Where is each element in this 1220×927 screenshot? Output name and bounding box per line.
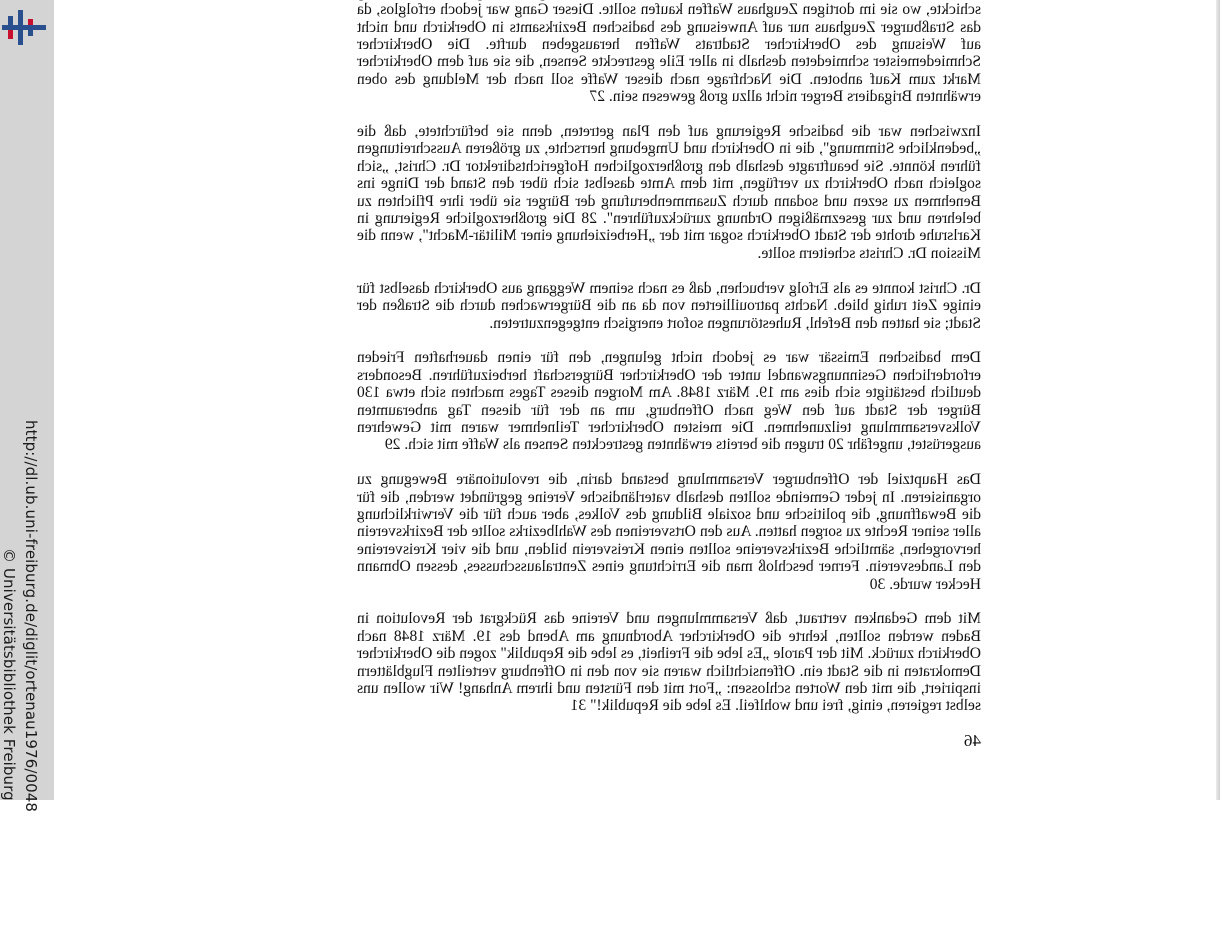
document-url[interactable]: http://dl.ub.uni-freiburg.de/diglit/ortenau1976/0048	[22, 420, 40, 813]
viewer-sidebar	[0, 0, 54, 813]
paragraph-6: Mit dem Gedanken vertraut, daß Versammlungen und Vereine das Rückgrat der Revolution in Baden werden sollten, kehrte die Oberkircher Abordnung am Abend des 19. März 1848 nach Oberkirch zurück. Mit der Parole „Es lebe die Freiheit, es lebe die Republik" zogen die Oberkircher Demokraten in die Stadt ein. Offensichtlich waren sie von den in Offenburg verteilten Flugblättern inspiriert, die mit den Worten schlossen: „Fort mit den Fürsten und ihrem Anhang! Wir wollen uns selbst regieren, einig, frei und wohlfeil. Es lebe die Republik!" 31	[357, 610, 981, 715]
paragraph-2: Inzwischen war die badische Regierung auf den Plan getreten, denn sie befürchtete, daß die „bedenkliche Stimmung", die in Oberkirch und Umgebung herrschte, zu größeren Ausschreitungen führen könnte. Sie beauftragte deshalb den großherzoglichen Hofgerichtsdirektor Dr. Christ, „sich sogleich nach Oberkirch zu verfügen, mit dem Amte daselbst sich über den Stand der Dinge ins Benehmen zu sezen und sodann durch Zusammenberufung der Bürger sie über ihre Pflichten zu belehren und zur gesezmäßigen Ordnung zurückzuführen". 28 Die großherzogliche Regierung in Karlsruhe drohte der Stadt Oberkirch sogar mit der „Herbeiziehung einer Militär-Macht", wenn die Mission Dr. Christs scheitern sollte.	[357, 123, 981, 262]
page-text	[357, 0, 981, 927]
paragraph-4: Dem badischen Emissär war es jedoch nicht gelungen, den für einen dauerhaften Frieden erforderlichen Gesinnungswandel unter der Oberkircher Bürgerschaft herbeizuführen. Besonders deutlich bestätigte sich dies am 19. März 1848. Am Morgen dieses Tages machten sich etwa 130 Bürger der Stadt auf den Weg nach Offenburg, um an der für diesen Tag anberaumten Volksversammlung teilzunehmen. Die meisten Oberkircher Teilnehmer waren mit Gewehren ausgerüstet, ungefähr 20 trugen die bereits erwähnten gestreckten Sensen als Waffe mit sich. 29	[357, 349, 981, 454]
copyright-notice: © Universitätsbibliothek Freiburg	[0, 548, 18, 801]
paragraph-1: schickte, wo sie im dortigen Zeughaus Waffen kaufen sollte. Dieser Gang war jedoch erfolglos, da das Straßburger Zeughaus nur auf Anweisung des badischen Bezirksamts in Oberkirch und nicht auf Weisung des Oberkircher Stadtrats Waffen herausgeben durfte. Die Oberkircher Schmiedemeister schmiedeten deshalb in aller Eile gestreckte Sensen, die sie auf dem Oberkircher Markt zum Kauf anboten. Die Nachfrage nach dieser Waffe soll nach der Meldung des oben erwähnten Brigadiers Berger nicht allzu groß gewesen sein. 27	[357, 1, 981, 106]
scanned-page	[54, 0, 1220, 800]
rotated-text-frame	[357, 0, 981, 927]
paragraph-3: Dr. Christ konnte es als Erfolg verbuchen, daß es nach seinem Weggang aus Oberkirch daselbst für einige Zeit ruhig blieb. Nachts patrouillierten von da an die Bürgerwachen durch die Straßen der Stadt; sie hatten den Befehl, Ruhestörungen sofort energisch entgegenzutreten.	[357, 279, 981, 332]
ub-freiburg-logo-icon[interactable]	[2, 6, 46, 48]
page-edge	[1216, 0, 1220, 800]
paragraph-5: Das Hauptziel der Offenburger Versammlung bestand darin, die revolutionäre Bewegung zu organisieren. In jeder Gemeinde sollten deshalb vaterländische Vereine gegründet werden, die für die Bewaffnung, die politische und soziale Bildung des Volkes, aber auch für die Verwirklichung aller seiner Rechte zu sorgen hatten. Aus den Ortsvereinen des Wahlbezirks sollte der Bezirksverein hervorgehen, sämtliche Bezirksvereine sollten einen Kreisverein bilden, und die vier Kreisvereine den Landesverein. Ferner beschloß man die Errichtung eines Zentralausschusses, dessen Obmann Hecker wurde. 30	[357, 471, 981, 593]
page-number: 46	[964, 731, 981, 751]
